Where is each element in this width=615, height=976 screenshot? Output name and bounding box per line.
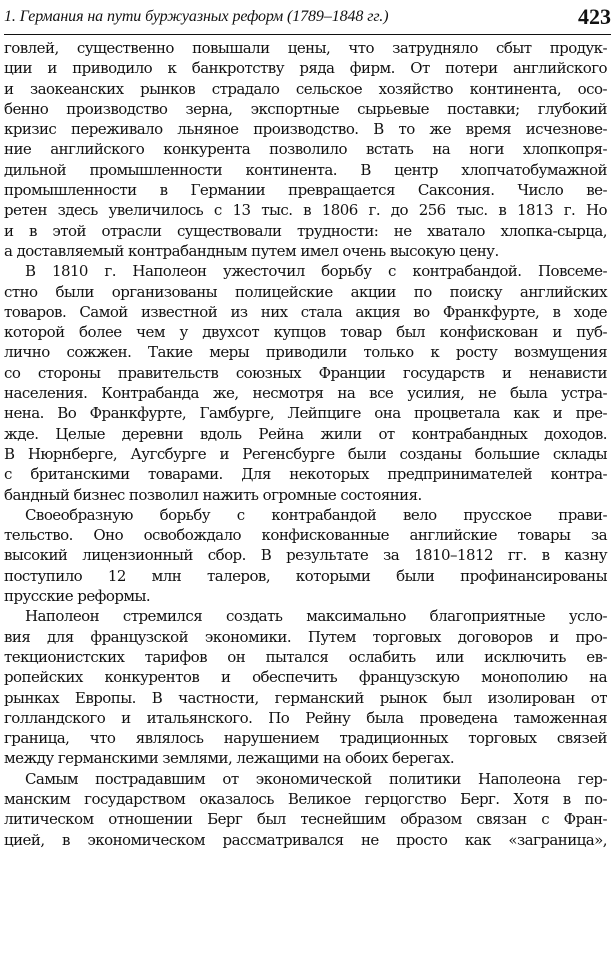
text-line: граница, что являлось нарушением традиционных торговых связей xyxy=(4,729,607,748)
text-line: ние английского конкурента позволило встать на ноги хлопкопря- xyxy=(4,140,607,159)
text-line: Самым пострадавшим от экономической политики Наполеона гер- xyxy=(25,769,607,788)
text-line: и в этой отрасли существовали трудности: не хватало хлопка-сырца, xyxy=(4,221,607,240)
text-line: кризис переживало льняное производство. В то же время исчезнове- xyxy=(4,120,607,139)
text-line: товаров. Самой известной из них стала акция во Франкфурте, в ходе xyxy=(4,302,607,321)
text-line: ропейских конкурентов и обеспечить французскую монополию на xyxy=(4,668,607,687)
text-line: высокий лицензионный сбор. В результате за 1810–1812 гг. в казну xyxy=(4,546,607,565)
text-line: прусские реформы. xyxy=(4,587,151,606)
text-line: бенно производство зерна, экспортные сырьевые поставки; глубокий xyxy=(4,99,607,118)
text-line: с британскими товарами. Для некоторых предпринимателей контра- xyxy=(4,465,607,484)
text-line: ции и приводило к банкротству ряда фирм. От потери английского xyxy=(4,59,607,78)
running-head xyxy=(4,4,611,34)
text-line: лично сожжен. Такие меры приводили только к росту возмущения xyxy=(4,343,607,362)
text-line: бандный бизнес позволил нажить огромные состояния. xyxy=(4,485,422,504)
text-line: Своеобразную борьбу с контрабандой вело прусское прави- xyxy=(25,505,607,524)
text-line: литическом отношении Берг был теснейшим образом связан с Фран- xyxy=(4,810,607,829)
text-line: жде. Целые деревни вдоль Рейна жили от контрабандных доходов. xyxy=(4,424,607,443)
text-line: между германскими землями, лежащими на обоих берегах. xyxy=(4,749,455,768)
text-line: а доставляемый контрабандным путем имел очень высокую цену. xyxy=(4,241,499,260)
text-line: текционистских тарифов он пытался ослабить или исключить ев- xyxy=(4,647,607,666)
text-line: рынках Европы. В частности, германский рынок был изолирован от xyxy=(4,688,607,707)
running-head-title: 1. Германия на пути буржуазных реформ (1789–1848 гг.) xyxy=(4,8,389,25)
text-line: тельство. Оно освобождало конфискованные английские товары за xyxy=(4,526,607,545)
text-line: вия для французской экономики. Путем торговых договоров и про- xyxy=(4,627,607,646)
text-line: дильной промышленности континента. В центр хлопчатобумажной xyxy=(4,160,607,179)
text-line: и заокеанских рынков страдало сельское хозяйство континента, осо- xyxy=(4,79,607,98)
text-line: цией, в экономическом рассматривался не просто как «заграница», xyxy=(4,830,607,849)
text-line: которой более чем у двухсот купцов товар был конфискован и пуб- xyxy=(4,323,607,342)
page-number: 423 xyxy=(578,4,611,29)
text-line: со стороны правительств союзных Франции государств и ненависти xyxy=(4,363,607,382)
header-rule xyxy=(4,34,611,35)
text-line: нена. Во Франкфурте, Гамбурге, Лейпциге она процветала как и пре- xyxy=(4,404,607,423)
text-line: промышленности в Германии превращается Саксония. Число ве- xyxy=(4,181,607,200)
text-line: поступило 12 млн талеров, которыми были профинансированы xyxy=(4,566,607,585)
text-line: В 1810 г. Наполеон ужесточил борьбу с контрабандой. Повсеме- xyxy=(25,262,607,281)
text-line: В Нюрнберге, Аугсбурге и Регенсбурге были созданы большие склады xyxy=(4,444,607,463)
text-line: стно были организованы полицейские акции по поиску английских xyxy=(4,282,607,301)
text-line: манским государством оказалось Великое герцогство Берг. Хотя в по- xyxy=(4,789,607,808)
text-line: ретен здесь увеличилось с 13 тыс. в 1806 г. до 256 тыс. в 1813 г. Но xyxy=(4,201,607,220)
text-line: Наполеон стремился создать максимально благоприятные усло- xyxy=(25,607,607,626)
text-line: говлей, существенно повышали цены, что затрудняло сбыт продук- xyxy=(4,39,607,57)
text-line: населения. Контрабанда же, несмотря на все усилия, не была устра- xyxy=(4,384,607,403)
text-line: голландского и итальянского. По Рейну была проведена таможенная xyxy=(4,708,607,727)
body-text xyxy=(4,38,607,850)
